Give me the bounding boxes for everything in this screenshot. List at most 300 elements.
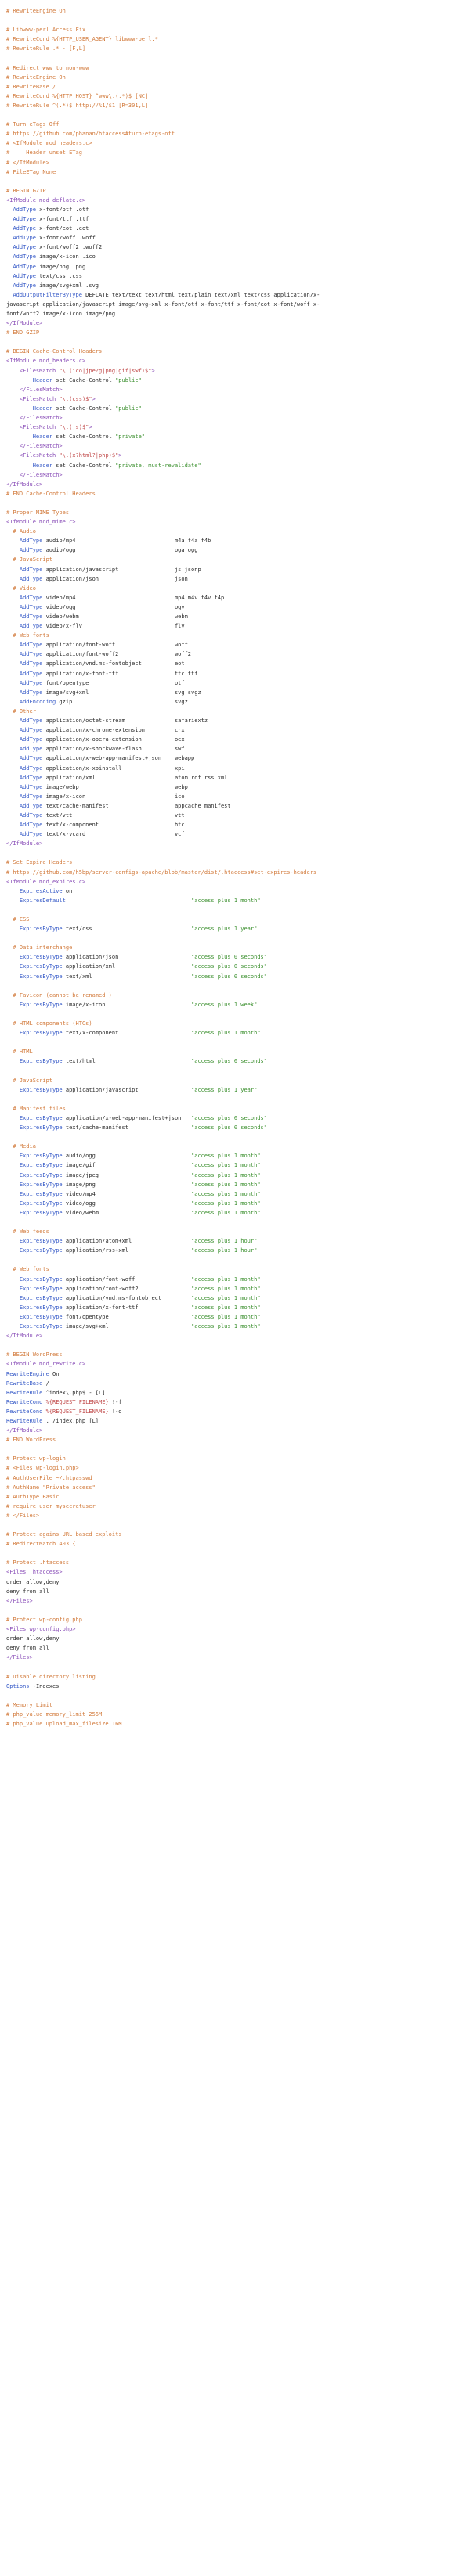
comment-token: # Header unset ETag	[6, 149, 82, 157]
text-token	[6, 452, 20, 459]
code-line	[6, 347, 470, 356]
text-token	[6, 1182, 20, 1188]
string-token: "access plus 0 seconds"	[191, 973, 267, 980]
string-token: "access plus 1 week"	[191, 1001, 258, 1008]
code-line	[6, 981, 470, 991]
comment-token: # Favicon (cannot be renamed!)	[6, 991, 112, 998]
tag-token: </Files>	[6, 1654, 33, 1661]
text-token	[6, 954, 20, 960]
text-token: application/rss+xml	[62, 1247, 192, 1254]
text-token: gzip svgz	[56, 698, 188, 705]
text-token	[6, 1314, 20, 1320]
keyword-token: Header	[32, 462, 53, 469]
code-line	[6, 272, 470, 281]
code-line	[6, 1578, 470, 1587]
tag-token: <IfModule mod_expires.c>	[6, 878, 86, 885]
comment-token: # AuthType Basic	[6, 1493, 60, 1500]
comment-token: # Web fonts	[6, 632, 49, 639]
code-line	[6, 16, 470, 25]
code-line	[6, 1643, 470, 1653]
keyword-token: ExpiresByType	[19, 1294, 63, 1301]
keyword-token: ExpiresByType	[19, 1190, 63, 1197]
text-token	[6, 396, 20, 402]
code-line	[6, 1416, 470, 1426]
comment-token: # <IfModule mod_headers.c>	[6, 140, 92, 147]
text-token: text/vtt vtt	[42, 811, 185, 818]
keyword-token: AddType	[13, 235, 36, 242]
comment-token: # JavaScript	[6, 1077, 53, 1084]
text-token: x-font/woff2 .woff2	[35, 244, 103, 251]
code-line	[6, 129, 470, 139]
code-line	[6, 6, 470, 16]
text-token	[6, 538, 20, 544]
code-line	[6, 545, 470, 555]
code-line	[6, 943, 470, 952]
code-line	[6, 441, 470, 451]
keyword-token: AddType	[13, 272, 36, 279]
keyword-token: AddType	[19, 736, 43, 743]
code-line	[6, 1615, 470, 1624]
string-token: "access plus 1 month"	[191, 1171, 261, 1178]
text-token: audio/ogg oga ogg	[42, 547, 198, 554]
code-line	[6, 1322, 470, 1331]
text-token	[6, 642, 20, 648]
code-line	[6, 527, 470, 536]
code-line	[6, 1388, 470, 1398]
text-token: !-f	[108, 1398, 122, 1405]
keyword-token: AddType	[19, 575, 43, 582]
text-token: application/json json	[42, 575, 188, 582]
comment-token: # Disable directory listing	[6, 1673, 96, 1680]
code-line	[6, 1502, 470, 1511]
code-line	[6, 366, 470, 376]
code-line	[6, 451, 470, 460]
keyword-token: Header	[32, 405, 53, 412]
keyword-token: AddType	[19, 822, 43, 829]
text-token: deny from all	[6, 1645, 49, 1652]
text-token	[6, 1124, 20, 1131]
text-token: x-font/ttf .ttf	[35, 216, 89, 223]
tag-token: </IfModule>	[6, 1427, 43, 1434]
tag-token: </FilesMatch>	[19, 471, 63, 478]
code-line	[6, 1340, 470, 1350]
code-line	[6, 1492, 470, 1502]
text-token	[6, 1002, 20, 1008]
text-token: video/ogg	[62, 1200, 192, 1207]
text-token: application/xml	[62, 963, 192, 970]
text-token	[6, 623, 20, 629]
keyword-token: AddType	[19, 670, 43, 677]
code-line	[6, 1095, 470, 1104]
comment-token: # Audio	[6, 528, 36, 535]
comment-token: # AuthUserFile ~/.htpasswd	[6, 1474, 92, 1481]
text-token: video/ogg ogv	[42, 603, 185, 610]
code-line	[6, 1511, 470, 1520]
code-line	[6, 1028, 470, 1038]
string-token: "private"	[115, 434, 146, 441]
code-line	[6, 167, 470, 177]
string-token: "access plus 1 month"	[191, 1030, 261, 1037]
text-token	[6, 1247, 20, 1254]
keyword-token: ExpiresByType	[19, 1114, 63, 1121]
keyword-token: ExpiresByType	[19, 1030, 63, 1037]
comment-token: # Memory Limit	[6, 1701, 53, 1708]
text-token: DEFLATE text/text text/html text/plain text/xml text/css application/x-	[81, 291, 320, 298]
keyword-token: ExpiresByType	[19, 1238, 63, 1245]
code-line	[6, 1682, 470, 1691]
keyword-token: ExpiresByType	[19, 1162, 63, 1169]
text-token: order allow,deny	[6, 1635, 60, 1642]
keyword-token: AddOutputFilterByType	[13, 291, 82, 298]
text-token	[6, 680, 20, 686]
code-line	[6, 829, 470, 839]
string-token: "private, must-revalidate"	[115, 462, 201, 469]
string-token: "access plus 0 seconds"	[191, 1124, 267, 1131]
text-token	[6, 1200, 20, 1207]
comment-token: # Data interchange	[6, 944, 73, 952]
keyword-token: ExpiresByType	[19, 1285, 63, 1292]
text-token: text/cache-manifest	[62, 1124, 192, 1131]
comment-token: # Protect agains URL based exploits	[6, 1531, 122, 1538]
text-token	[6, 1323, 20, 1329]
keyword-token: AddType	[13, 216, 36, 223]
keyword-token: RewriteRule	[6, 1389, 43, 1396]
keyword-token: AddType	[13, 225, 36, 232]
comment-token: # Web fonts	[6, 1266, 49, 1273]
tag-token: <FilesMatch	[19, 452, 60, 459]
code-line	[6, 1067, 470, 1076]
code-line	[6, 356, 470, 365]
code-line	[6, 214, 470, 224]
keyword-token: ExpiresByType	[19, 973, 63, 980]
text-token	[6, 660, 20, 667]
code-line	[6, 1463, 470, 1473]
text-token: application/x-xpinstall xpi	[42, 765, 185, 772]
code-line	[6, 593, 470, 603]
text-token	[6, 472, 20, 478]
code-line	[6, 1151, 470, 1160]
code-line	[6, 1227, 470, 1236]
code-line	[6, 735, 470, 744]
path-token: %{REQUEST_FILENAME}	[45, 1408, 109, 1415]
text-token	[6, 1058, 20, 1064]
text-token: x-font/eot .eot	[35, 225, 89, 232]
keyword-token: AddEncoding	[19, 698, 56, 705]
text-token	[6, 576, 20, 582]
tag-token: </IfModule>	[6, 320, 43, 327]
code-line	[6, 952, 470, 962]
code-line	[6, 1104, 470, 1114]
tag-token: >	[89, 424, 92, 431]
keyword-token: ExpiresByType	[19, 963, 63, 970]
string-token: "access plus 1 month"	[191, 1200, 261, 1207]
code-line	[6, 1180, 470, 1189]
text-token: text/x-component	[62, 1030, 192, 1037]
string-token: "access plus 1 month"	[191, 1209, 261, 1216]
code-line	[6, 489, 470, 498]
comment-token: # php_value upload_max_filesize 16M	[6, 1720, 122, 1727]
tag-token: <FilesMatch	[19, 424, 60, 431]
text-token: set Cache-Control	[52, 462, 116, 469]
code-line	[6, 328, 470, 337]
text-token: image/x-icon .ico	[35, 254, 96, 261]
code-line	[6, 1520, 470, 1530]
keyword-token: AddType	[13, 244, 36, 251]
code-line	[6, 1236, 470, 1246]
code-line	[6, 991, 470, 1000]
text-token	[6, 1162, 20, 1168]
string-token: "access plus 1 month"	[191, 1313, 261, 1320]
keyword-token: AddType	[19, 660, 43, 667]
keyword-token: AddType	[19, 547, 43, 554]
keyword-token: ExpiresByType	[19, 1001, 63, 1008]
code-line	[6, 1539, 470, 1549]
code-line	[6, 498, 470, 508]
comment-token: # RewriteRule .* - [F,L]	[6, 45, 86, 52]
text-token: !-d	[108, 1408, 122, 1415]
comment-token: # HTML	[6, 1049, 33, 1056]
code-line	[6, 423, 470, 432]
code-line	[6, 915, 470, 924]
code-line	[6, 508, 470, 517]
string-token: "access plus 1 month"	[191, 1304, 261, 1311]
code-line	[6, 252, 470, 261]
code-line	[6, 697, 470, 707]
text-token: application/x-web-app-manifest+json	[62, 1114, 192, 1121]
path-token: "\.(js)$"	[59, 424, 89, 431]
code-line	[6, 1445, 470, 1454]
comment-token: # Proper MIME Types	[6, 509, 70, 516]
keyword-token: AddType	[13, 263, 36, 270]
text-token: font/woff2 image/x-icon image/png	[6, 311, 116, 317]
code-line	[6, 1189, 470, 1199]
text-token: application/font-woff	[62, 1275, 192, 1283]
code-line	[6, 1454, 470, 1463]
keyword-token: AddType	[19, 623, 43, 630]
text-token: set Cache-Control	[52, 405, 116, 412]
text-token: text/x-vcard vcf	[42, 831, 185, 838]
code-line	[6, 1700, 470, 1710]
text-token: video/webm	[62, 1209, 192, 1216]
text-token: application/x-font-ttf ttc ttf	[42, 670, 198, 677]
code-line	[6, 281, 470, 290]
code-line	[6, 517, 470, 527]
text-token	[6, 793, 20, 800]
text-token: application/x-web-app-manifest+json webapp	[42, 755, 195, 762]
code-line	[6, 1710, 470, 1719]
code-line	[6, 603, 470, 612]
text-token	[6, 831, 20, 837]
code-line	[6, 1056, 470, 1066]
text-token: application/xml atom rdf rss xml	[42, 774, 228, 781]
code-line	[6, 337, 470, 347]
keyword-token: AddType	[19, 774, 43, 781]
code-line	[6, 1160, 470, 1170]
code-line	[6, 612, 470, 621]
comment-token: # CSS	[6, 916, 30, 923]
code-line	[6, 309, 470, 318]
comment-token: # JavaScript	[6, 556, 53, 563]
text-token	[6, 926, 20, 932]
text-token: application/vnd.ms-fontobject	[62, 1294, 192, 1301]
text-token: . /index.php [L]	[42, 1417, 99, 1424]
text-token	[6, 434, 33, 440]
keyword-token: ExpiresByType	[19, 1313, 63, 1320]
keyword-token: AddType	[19, 603, 43, 610]
code-line	[6, 1350, 470, 1359]
string-token: "access plus 1 month"	[191, 1275, 261, 1283]
code-line	[6, 678, 470, 688]
text-token: application/font-woff2	[62, 1285, 192, 1292]
code-line	[6, 25, 470, 34]
text-token: text/cache-manifest appcache manifest	[42, 802, 231, 809]
text-token: application/atom+xml	[62, 1238, 192, 1245]
tag-token: <IfModule mod_headers.c>	[6, 358, 86, 365]
comment-token: # RewriteCond %{HTTP_HOST} ^www\.(.*)$ [NC]	[6, 92, 149, 99]
code-line	[6, 555, 470, 564]
text-token	[6, 1172, 20, 1178]
string-token: "access plus 1 month"	[191, 1181, 261, 1188]
code-line	[6, 640, 470, 649]
code-line	[6, 1265, 470, 1274]
text-token: application/font-woff2 woff2	[42, 651, 192, 658]
text-token	[6, 405, 33, 412]
comment-token: # require user mysecretuser	[6, 1502, 96, 1509]
code-line	[6, 101, 470, 110]
keyword-token: RewriteCond	[6, 1408, 43, 1415]
code-line	[6, 196, 470, 205]
comment-token: # END GZIP	[6, 329, 40, 336]
code-line	[6, 1398, 470, 1407]
code-line	[6, 461, 470, 470]
keyword-token: ExpiresByType	[19, 1124, 63, 1131]
code-line	[6, 1719, 470, 1729]
code-line	[6, 300, 470, 309]
code-line	[6, 811, 470, 820]
path-token: "\.(ico|jpe?g|png|gif|swf)$"	[59, 367, 152, 374]
code-line	[6, 1076, 470, 1085]
tag-token: </FilesMatch>	[19, 386, 63, 393]
string-token: "access plus 1 month"	[191, 1323, 261, 1330]
code-line	[6, 707, 470, 716]
code-line	[6, 839, 470, 848]
text-token: video/webm webm	[42, 613, 188, 620]
path-token: "\.(x?html?|php)$"	[59, 452, 119, 459]
text-token	[6, 387, 20, 393]
keyword-token: AddType	[19, 811, 43, 818]
text-token: image/svg+xml svg svgz	[42, 689, 201, 696]
keyword-token: RewriteRule	[6, 1417, 43, 1424]
comment-token: # BEGIN GZIP	[6, 187, 46, 194]
text-token	[6, 1295, 20, 1301]
text-token	[6, 377, 33, 383]
string-token: "access plus 1 year"	[191, 1086, 258, 1093]
code-line	[6, 139, 470, 148]
code-line	[6, 1038, 470, 1047]
code-line	[6, 1000, 470, 1009]
keyword-token: AddType	[19, 594, 43, 601]
comment-token: # BEGIN Cache-Control Headers	[6, 348, 103, 355]
keyword-token: ExpiresByType	[19, 1323, 63, 1330]
tag-token: >	[151, 367, 155, 374]
code-line	[6, 1218, 470, 1227]
code-line	[6, 868, 470, 877]
code-line	[6, 1549, 470, 1558]
text-token	[6, 775, 20, 781]
text-token	[6, 718, 20, 724]
comment-token: # RewriteBase /	[6, 83, 56, 90]
text-token	[6, 443, 20, 449]
keyword-token: AddType	[19, 538, 43, 545]
text-token	[6, 746, 20, 752]
keyword-token: Header	[32, 376, 53, 383]
text-token: application/javascript	[62, 1086, 192, 1093]
tag-token: </IfModule>	[6, 840, 43, 847]
string-token: "access plus 1 year"	[191, 926, 258, 933]
keyword-token: ExpiresByType	[19, 1247, 63, 1254]
string-token: "access plus 1 hour"	[191, 1247, 258, 1254]
comment-token: # Media	[6, 1143, 36, 1150]
comment-token: # RewriteCond %{HTTP_USER_AGENT} libwww-perl.*	[6, 36, 158, 43]
keyword-token: AddType	[13, 206, 36, 213]
keyword-token: Options	[6, 1682, 30, 1689]
code-line	[6, 1255, 470, 1265]
code-line	[6, 110, 470, 120]
text-token	[6, 613, 20, 620]
code-line	[6, 318, 470, 328]
code-line	[6, 92, 470, 101]
text-token	[6, 822, 20, 828]
keyword-token: ExpiresByType	[19, 1209, 63, 1216]
code-line	[6, 1473, 470, 1483]
comment-token: # Video	[6, 585, 36, 592]
keyword-token: AddType	[19, 793, 43, 800]
code-line	[6, 1407, 470, 1416]
code-line	[6, 1662, 470, 1671]
keyword-token: AddType	[13, 254, 36, 261]
tag-token: >	[92, 395, 96, 402]
code-line	[6, 1312, 470, 1322]
code-line	[6, 896, 470, 905]
code-line	[6, 764, 470, 773]
comment-token: # https://github.com/h5bp/server-configs-apache/blob/master/dist/.htaccess#set-expires-headers	[6, 869, 317, 876]
code-line	[6, 1303, 470, 1312]
code-line	[6, 1379, 470, 1388]
tag-token: <Files .htaccess>	[6, 1569, 63, 1576]
code-line	[6, 233, 470, 243]
text-token	[6, 1286, 20, 1292]
code-line	[6, 1142, 470, 1151]
string-token: "access plus 1 month"	[191, 1294, 261, 1301]
text-token: image/png	[62, 1181, 192, 1188]
text-token	[6, 1153, 20, 1159]
code-line	[6, 1558, 470, 1567]
text-token	[6, 888, 20, 894]
text-token: set Cache-Control	[52, 376, 116, 383]
comment-token: # </IfModule>	[6, 159, 49, 166]
path-token: "\.(css)$"	[59, 395, 92, 402]
string-token: "access plus 0 seconds"	[191, 1058, 267, 1065]
text-token: /	[42, 1380, 49, 1387]
comment-token: # AuthName "Private access"	[6, 1484, 96, 1491]
tag-token: <FilesMatch	[19, 367, 60, 374]
keyword-token: ExpiresByType	[19, 1058, 63, 1065]
code-line	[6, 432, 470, 441]
tag-token: </FilesMatch>	[19, 415, 63, 422]
tag-token: <IfModule mod_mime.c>	[6, 519, 76, 526]
comment-token: # </Files>	[6, 1512, 40, 1519]
text-token	[6, 812, 20, 818]
